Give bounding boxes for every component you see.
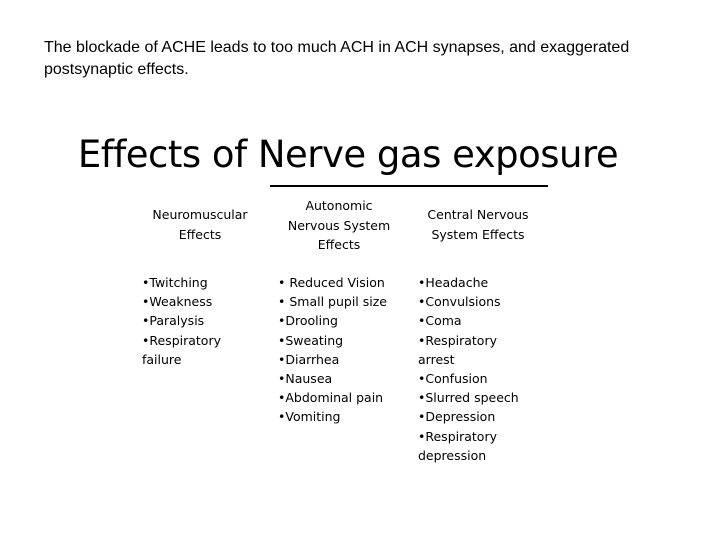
list-item: •Slurred speech [418,390,519,406]
list-item: •Nausea [278,371,333,387]
cns-list [418,273,533,465]
list-item: •Coma [418,313,462,329]
list-item: •Drooling [278,313,338,329]
column-header-neuromuscular: Neuromuscular Effects [152,207,248,242]
neuromuscular-list [142,273,242,369]
list-item: • Small pupil size [278,294,387,310]
column-header-cns: Central Nervous System Effects [427,207,529,242]
divider-line [270,185,548,187]
list-item: •Headache [418,275,489,290]
list-item: •Vomiting [278,409,341,425]
list-item: •Respiratory depression [418,428,497,463]
column-header-autonomic: Autonomic Nervous System Effects [287,198,391,252]
list-item: •Respiratory failure [142,332,221,367]
list-item: •Weakness [142,294,213,310]
list-item: •Sweating [278,332,344,348]
list-item: •Diarrhea [278,351,340,367]
autonomic-list [278,273,403,427]
intro-text: The blockade of ACHE leads to too much ACH in ACH synapses, and exaggerated postsynaptic effects. [44,39,630,78]
list-item: •Depression [418,409,496,425]
list-item: • Reduced Vision [278,275,385,290]
list-item: •Confusion [418,371,488,387]
list-item: •Twitching [142,275,208,290]
list-item: •Paralysis [142,313,205,329]
slide-title: Effects of Nerve gas exposure [77,133,619,176]
list-item: •Convulsions [418,294,501,310]
list-item: •Respiratory arrest [418,332,497,367]
list-item: •Abdominal pain [278,390,384,406]
